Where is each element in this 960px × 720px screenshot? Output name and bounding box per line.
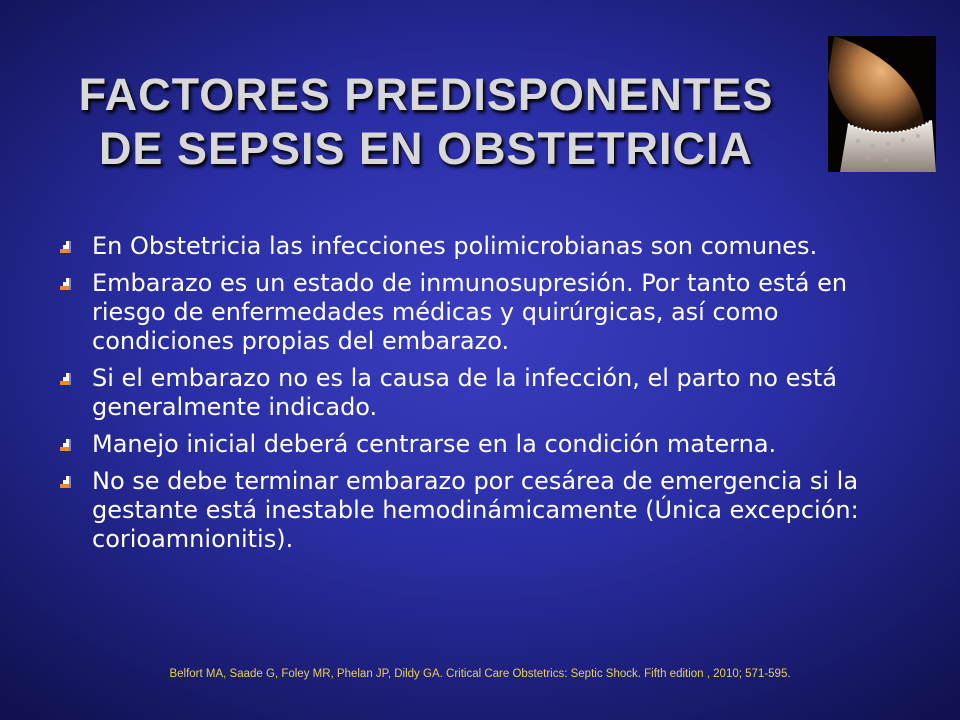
slide-title [36,68,816,176]
bullet-text: Manejo inicial deberá centrarse en la condición materna. [92,430,777,458]
list-item [58,269,928,356]
stair-bullet-icon [58,241,72,255]
bullet-text: Embarazo es un estado de inmunosupresión. Por tanto está en riesgo de enfermedades médicas y quirúrgicas, así como condiciones propias del embarazo. [92,269,848,355]
stair-bullet-icon [58,476,72,490]
bullet-text: No se debe terminar embarazo por cesárea de emergencia si la gestante está inestable hemodinámicamente (Única excepción: corioamnionitis). [92,467,859,553]
slide-title-line-1: FACTORES PREDISPONENTES [78,69,774,120]
bullet-text: Si el embarazo no es la causa de la infección, el parto no está generalmente indicado. [92,364,837,421]
bullet-text: En Obstetricia las infecciones polimicrobianas son comunes. [92,232,818,260]
list-item [58,232,928,261]
list-item [58,364,928,422]
list-item [58,467,928,554]
pregnant-belly-photo [828,36,936,172]
bullet-list [58,232,928,562]
stair-bullet-icon [58,373,72,387]
reference-citation: Belfort MA, Saade G, Foley MR, Phelan JP, Dildy GA. Critical Care Obstetrics: Septic Shock. Fifth edition , 2010; 571-595. [169,668,791,680]
stair-bullet-icon [58,439,72,453]
slide-title-line-2: DE SEPSIS EN OBSTETRICIA [98,123,754,174]
list-item [58,430,928,459]
stair-bullet-icon [58,278,72,292]
